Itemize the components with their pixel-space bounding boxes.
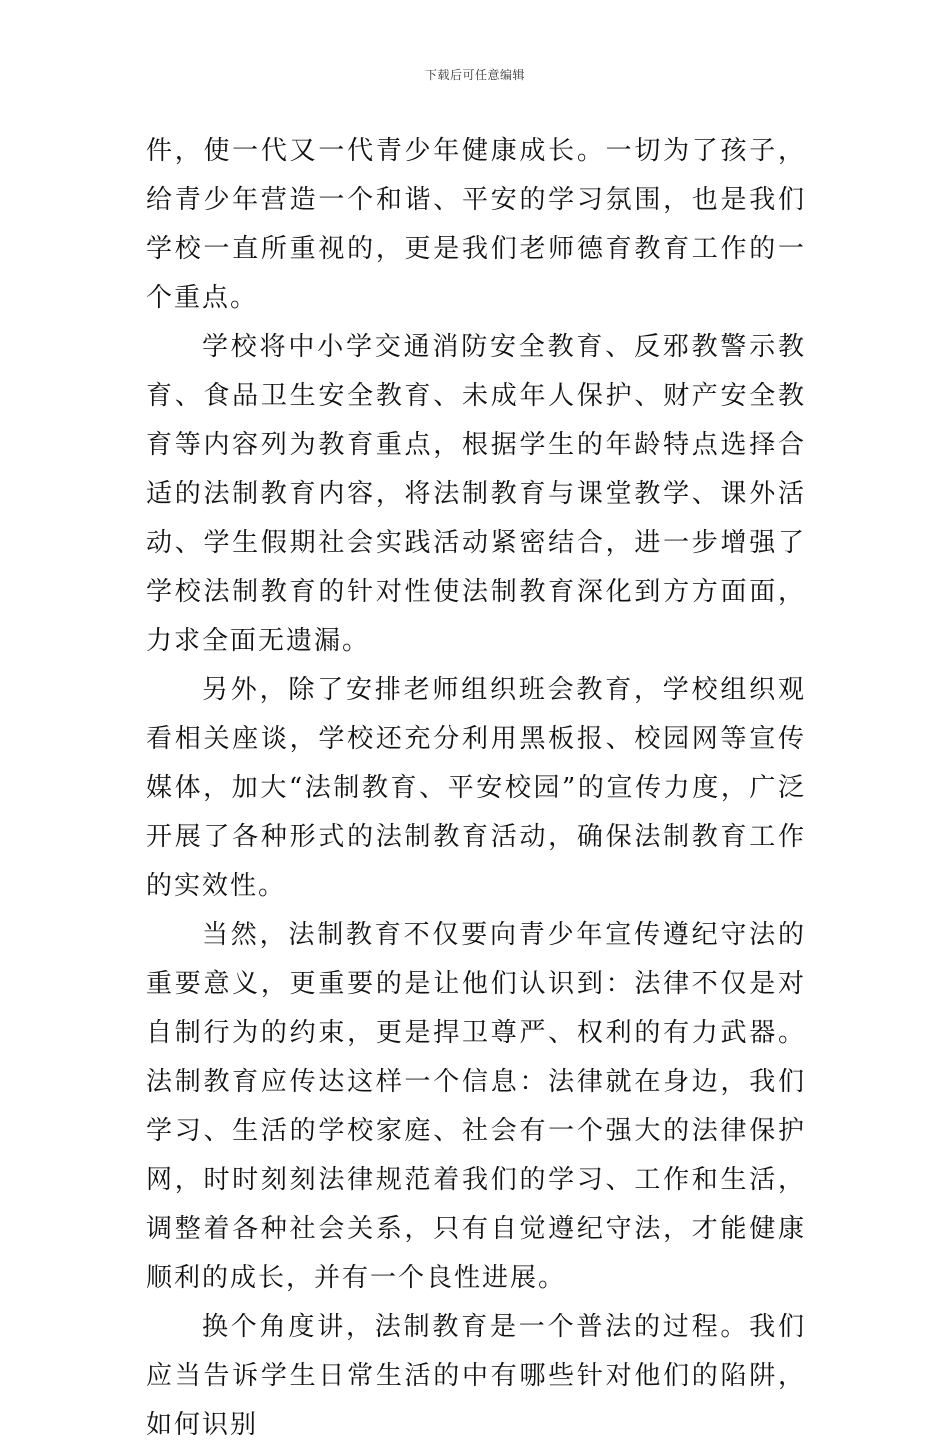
paragraph: 当然，法制教育不仅要向青少年宣传遵纪守法的重要意义，更重要的是让他们认识到：法律不仅是对自制行为的约束，更是捍卫尊严、权利的有力武器。法制教育应传达这样一个信息：法律就在身边，我们学习、生活的学校家庭、社会有一个强大的法律保护网，时时刻刻法律规范着我们的学习、工作和生活，调整着各种社会关系，只有自觉遵纪守法，才能健康顺利的成长，并有一个良性进展。 (146, 920, 806, 1293)
page-header: 下载后可任意编辑 (424, 68, 525, 82)
paragraph: 换个角度讲，法制教育是一个普法的过程。我们应当告诉学生日常生活的中有哪些针对他们的陷阱，如何识别 (146, 1312, 806, 1440)
paragraph-continuation: 件，使一代又一代青少年健康成长。一切为了孩子，给青少年营造一个和谐、平安的学习氛围，也是我们学校一直所重视的，更是我们老师德育教育工作的一个重点。 (146, 136, 806, 313)
paragraph: 另外，除了安排老师组织班会教育，学校组织观看相关座谈，学校还充分利用黑板报、校园网等宣传媒体，加大“法制教育、平安校园”的宣传力度，广泛开展了各种形式的法制教育活动，确保法制教育工作的实效性。 (146, 675, 806, 901)
paragraph: 学校将中小学交通消防安全教育、反邪教警示教育、食品卫生安全教育、未成年人保护、财产安全教育等内容列为教育重点，根据学生的年龄特点选择合适的法制教育内容，将法制教育与课堂教学、课外活动、学生假期社会实践活动紧密结合，进一步增强了学校法制教育的针对性使法制教育深化到方方面面，力求全面无遗漏。 (146, 332, 806, 656)
document-body (146, 127, 806, 1450)
